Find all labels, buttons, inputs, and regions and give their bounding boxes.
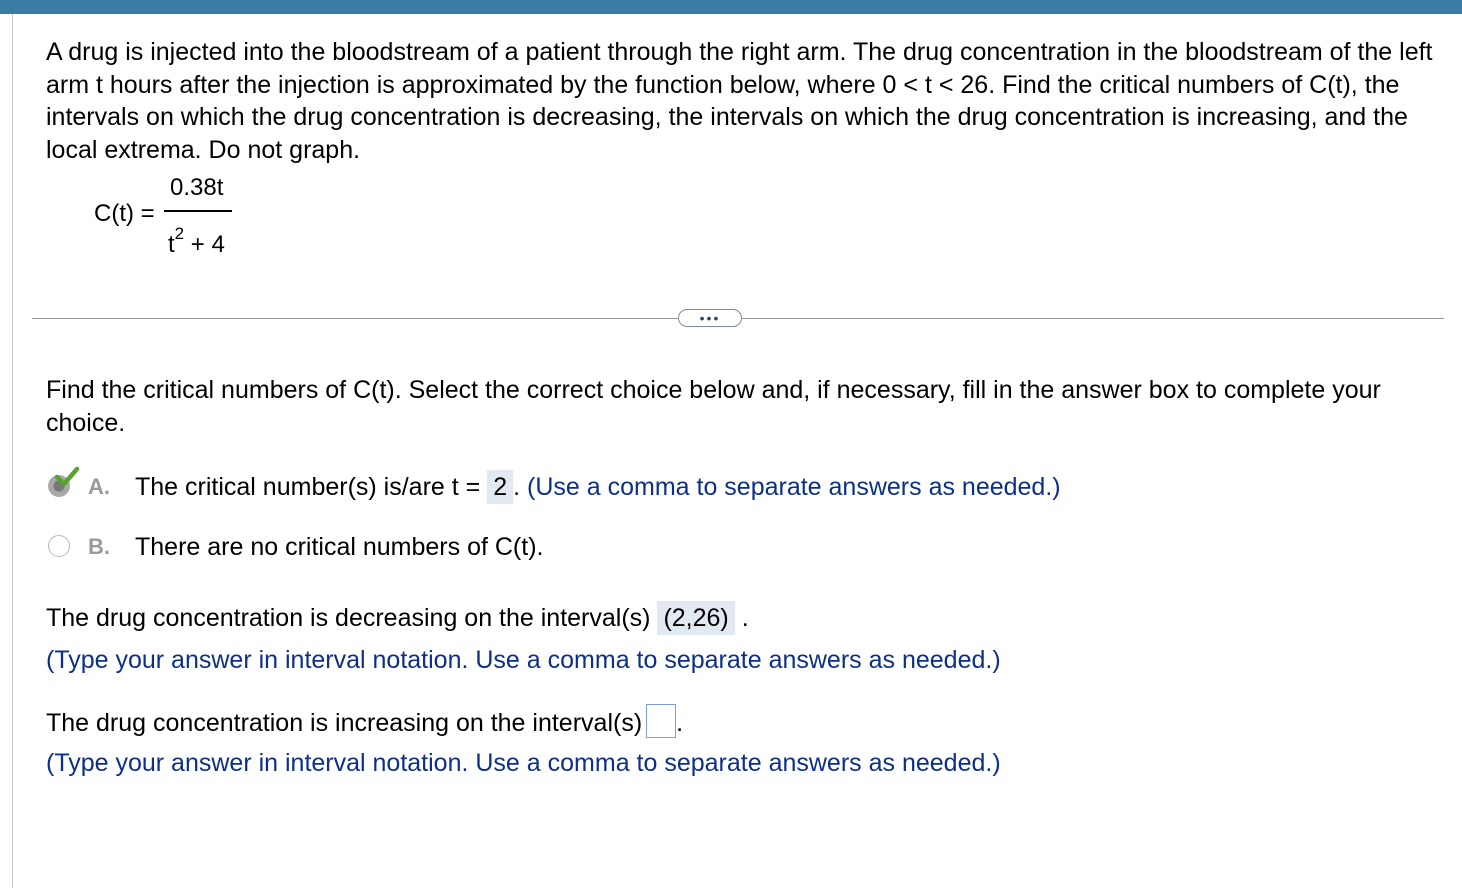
fraction-bar	[164, 210, 232, 212]
more-button[interactable]: •••	[678, 309, 742, 327]
increasing-interval-input[interactable]	[646, 704, 676, 738]
decreasing-interval-answer[interactable]: (2,26)	[657, 601, 734, 635]
part3-suffix: .	[676, 709, 684, 737]
top-bar	[0, 0, 1462, 14]
formula-denominator	[168, 224, 225, 259]
critical-number-answer[interactable]: 2	[487, 470, 513, 504]
choice-a-text	[135, 470, 1061, 504]
part2-hint: (Type your answer in interval notation. Use a comma to separate answers as needed.)	[46, 646, 1001, 674]
choice-a-suffix: .	[513, 473, 521, 501]
choice-b-letter: B.	[88, 534, 110, 559]
part2-text: The drug concentration is decreasing on the interval(s)	[46, 604, 651, 632]
question-text: A drug is injected into the bloodstream of a patient through the right arm. The drug concentration in the bloodstream of the left arm t hours after the injection is approximated by the function below, where 0 < t < 26. Find the critical numbers of C(t), the intervals on which the drug concentration is decreasing, the intervals on which the drug concentration is increasing, and the local extrema. Do not graph.	[46, 38, 1433, 164]
radio-b[interactable]	[48, 535, 70, 557]
choice-a-prefix: The critical number(s) is/are t =	[135, 473, 481, 501]
part3-hint: (Type your answer in interval notation. Use a comma to separate answers as needed.)	[46, 749, 1001, 777]
choice-b-text: There are no critical numbers of C(t).	[135, 533, 544, 561]
checkmark-icon	[54, 466, 80, 488]
denominator-base: t	[168, 231, 175, 258]
denominator-rest: + 4	[184, 231, 225, 258]
part3-line	[46, 706, 683, 741]
formula-numerator: 0.38t	[170, 174, 224, 201]
formula-lhs: C(t) =	[94, 200, 155, 227]
part3-text: The drug concentration is increasing on the interval(s)	[46, 709, 643, 737]
choice-a-letter: A.	[88, 474, 110, 499]
formula	[94, 172, 254, 262]
part1-prompt: Find the critical numbers of C(t). Select the correct choice below and, if necessary, fill in the answer box to complete your choice.	[46, 376, 1381, 437]
part2-line	[46, 601, 749, 635]
part2-suffix: .	[741, 604, 749, 632]
choice-a-hint: (Use a comma to separate answers as needed.)	[527, 473, 1061, 501]
left-border	[12, 14, 13, 888]
denominator-exponent: 2	[174, 224, 185, 243]
